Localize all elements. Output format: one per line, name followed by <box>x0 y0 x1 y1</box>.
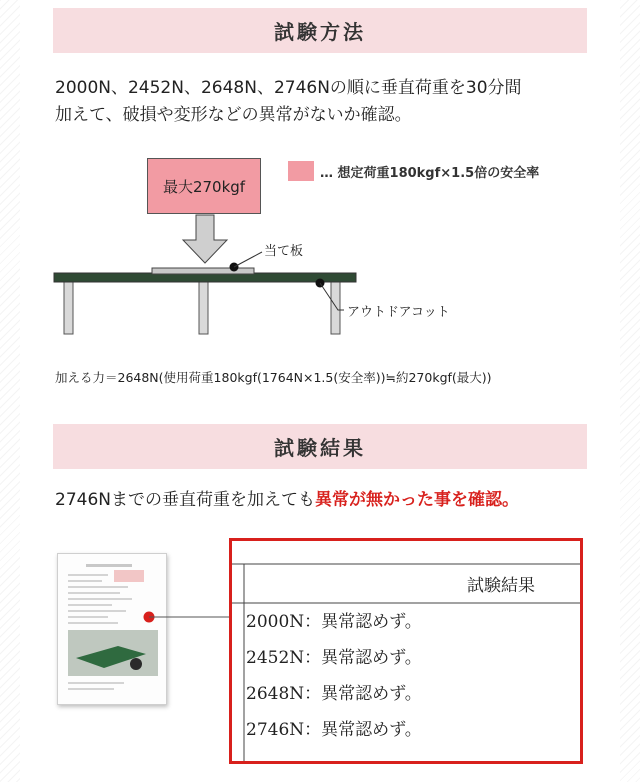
report-row-2746n: 2746N：異常認めず。 <box>246 720 422 740</box>
report-row-2648n: 2648N：異常認めず。 <box>246 684 422 704</box>
test-method-heading <box>53 8 587 53</box>
report-row-2000n: 2000N：異常認めず。 <box>246 612 422 632</box>
method-description-line-2: 加えて、破損や変形などの異常がないか確認。 <box>55 105 412 125</box>
safety-factor-legend <box>288 161 539 181</box>
report-title: 試験結果 <box>467 576 535 596</box>
force-formula: 加える力＝2648N(使用荷重180kgf(1764N×1.5(安全率))≒約270kgf(最大)) <box>55 370 492 385</box>
result-summary <box>55 485 519 510</box>
test-method-heading-text: 試験方法 <box>274 20 366 44</box>
legend-swatch <box>288 161 314 181</box>
max-load-box <box>147 158 261 214</box>
max-load-label: 最大270kgf <box>162 177 246 196</box>
test-result-report-zoom <box>229 538 583 764</box>
test-result-heading-text: 試験結果 <box>274 436 366 460</box>
test-report-thumbnail <box>57 553 167 705</box>
test-result-heading <box>53 424 587 469</box>
result-summary-plain: 2746Nまでの垂直荷重を加えても <box>55 490 315 510</box>
plate-label: 当て板 <box>264 244 304 259</box>
cot-label: アウトドアコット <box>347 305 450 320</box>
report-row-2452n: 2452N：異常認めず。 <box>246 648 422 668</box>
legend-text: … 想定荷重180kgf×1.5倍の安全率 <box>320 165 540 181</box>
method-description-line-1: 2000N、2452N、2648N、2746Nの順に垂直荷重を30分間 <box>55 78 522 98</box>
result-summary-emphasis: 異常が無かった事を確認。 <box>314 490 519 510</box>
report-thumbnail-image <box>58 554 166 704</box>
